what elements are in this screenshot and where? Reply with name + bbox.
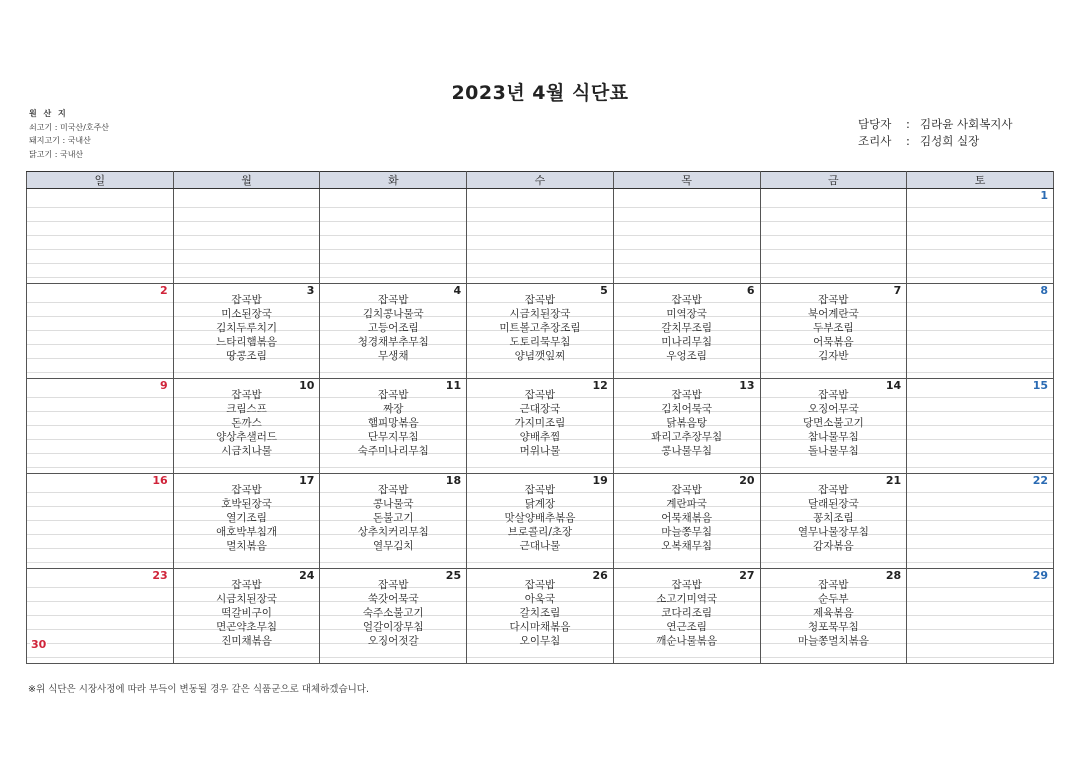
day-cell <box>907 284 1054 379</box>
menu-item: 잡곡밥 <box>378 484 409 496</box>
menu-item: 땅콩조림 <box>226 349 267 362</box>
menu-item: 갈치조림 <box>519 606 561 619</box>
origin-info <box>29 107 109 161</box>
menu-item: 콩나물국 <box>372 497 414 510</box>
menu-item: 진미채볶음 <box>221 634 272 647</box>
menu-item: 돈까스 <box>231 416 262 429</box>
weekday-header-row <box>27 172 1054 189</box>
menu-item: 양념깻잎찌 <box>514 349 566 362</box>
day-cell <box>613 569 760 664</box>
day-cell <box>907 189 1054 284</box>
week-row <box>27 379 1054 474</box>
menu-item: 잡곡밥 <box>231 484 262 496</box>
date-number: 25 <box>445 569 462 582</box>
menu-item: 꽁치조림 <box>813 511 854 524</box>
day-cell <box>173 569 320 664</box>
date-number: 27 <box>739 569 755 582</box>
day-cell <box>760 189 907 284</box>
menu-item: 열기조림 <box>226 511 267 524</box>
menu-item: 오이무침 <box>519 634 561 647</box>
menu-item: 숙주소불고기 <box>362 606 424 619</box>
weekday-header: 수 <box>467 172 614 189</box>
menu-list <box>174 294 320 364</box>
menu-item: 청경채부추무침 <box>357 335 429 348</box>
menu-list <box>320 484 466 554</box>
menu-item: 단무지무침 <box>367 430 419 443</box>
menu-item: 양배추찜 <box>519 430 561 443</box>
menu-item: 떡갈비구이 <box>221 606 272 619</box>
menu-item: 돌나물무침 <box>808 444 859 457</box>
menu-list <box>614 294 760 364</box>
date-number: 1 <box>1040 189 1048 202</box>
menu-item: 느타리햄볶음 <box>216 335 277 348</box>
menu-item: 잡곡밥 <box>818 389 849 401</box>
menu-item: 어묵채볶음 <box>661 511 713 524</box>
menu-item: 김치두루치기 <box>216 321 277 334</box>
date-number: 3 <box>306 284 315 297</box>
menu-item: 쑥갓어묵국 <box>367 592 419 605</box>
menu-item: 잡곡밥 <box>231 294 262 306</box>
menu-item: 다시마채볶음 <box>509 620 571 633</box>
date-number: 16 <box>152 474 168 487</box>
menu-item: 오징어무국 <box>808 402 859 415</box>
menu-item: 가지미조림 <box>514 416 566 429</box>
menu-item: 무생채 <box>378 349 409 362</box>
date-number: 13 <box>739 379 755 392</box>
menu-list <box>761 389 907 459</box>
menu-list <box>174 579 320 649</box>
menu-item: 잡곡밥 <box>671 484 702 496</box>
staff-row-cook <box>858 133 1013 150</box>
menu-item: 콩나물무침 <box>661 444 713 457</box>
menu-item: 코다리조림 <box>661 606 713 619</box>
date-number: 2 <box>160 284 168 297</box>
menu-item: 김자반 <box>818 349 849 362</box>
date-number: 4 <box>453 284 462 297</box>
date-number: 11 <box>445 379 462 392</box>
date-number: 7 <box>893 284 902 297</box>
menu-list <box>467 389 613 459</box>
menu-item: 미역장국 <box>666 307 707 320</box>
date-number: 6 <box>746 284 755 297</box>
meal-calendar <box>26 171 1054 664</box>
menu-item: 감자볶음 <box>813 539 854 552</box>
menu-item: 잡곡밥 <box>671 579 702 591</box>
menu-item: 시금치된장국 <box>216 592 277 605</box>
menu-item: 잡곡밥 <box>524 389 556 401</box>
menu-item: 호박된장국 <box>221 497 272 510</box>
menu-item: 머위나물 <box>519 444 561 457</box>
menu-list <box>174 389 320 459</box>
menu-item: 두부조림 <box>813 321 854 334</box>
weekday-header: 월 <box>173 172 320 189</box>
date-number-extra: 30 <box>31 638 47 651</box>
date-number: 8 <box>1040 284 1048 297</box>
staff-separator: : <box>906 134 910 148</box>
date-number: 24 <box>299 569 315 582</box>
date-number: 12 <box>592 379 608 392</box>
date-number: 29 <box>1032 569 1048 582</box>
menu-item: 마늘쫑멸치볶음 <box>797 634 869 647</box>
date-number: 14 <box>885 379 902 392</box>
menu-item: 시금치나물 <box>221 444 272 457</box>
menu-item: 갈치무조림 <box>661 321 713 334</box>
menu-item: 잡곡밥 <box>524 294 556 306</box>
menu-list <box>761 484 907 554</box>
menu-item: 잡곡밥 <box>524 579 556 591</box>
week-row <box>27 284 1054 379</box>
day-cell <box>27 569 174 664</box>
day-cell <box>907 474 1054 569</box>
day-cell <box>27 379 174 474</box>
date-number: 19 <box>592 474 608 487</box>
date-number: 23 <box>152 569 168 582</box>
menu-item: 잡곡밥 <box>524 484 556 496</box>
day-cell <box>467 569 614 664</box>
day-cell <box>760 379 907 474</box>
menu-list <box>467 484 613 554</box>
day-cell <box>613 474 760 569</box>
day-cell <box>467 284 614 379</box>
menu-item: 근대나물 <box>519 539 561 552</box>
day-cell <box>173 474 320 569</box>
menu-list <box>320 389 466 459</box>
staff-info <box>858 116 1013 150</box>
menu-item: 잡곡밥 <box>671 389 702 401</box>
menu-item: 참나물무침 <box>808 430 859 443</box>
date-number: 10 <box>299 379 315 392</box>
menu-item: 잡곡밥 <box>671 294 702 306</box>
menu-list <box>761 294 907 364</box>
date-number: 18 <box>445 474 462 487</box>
menu-item: 상추치커리무침 <box>357 525 429 538</box>
menu-item: 양상추샐러드 <box>216 430 277 443</box>
menu-item: 꽈리고추장무침 <box>651 430 723 443</box>
menu-item: 돈불고기 <box>372 511 414 524</box>
menu-item: 연근조림 <box>666 620 707 633</box>
staff-name: 김성희 실장 <box>920 134 980 148</box>
weekday-header: 토 <box>907 172 1054 189</box>
menu-item: 잡곡밥 <box>818 484 849 496</box>
day-cell <box>760 474 907 569</box>
origin-item: 닭고기 : 국내산 <box>29 149 84 159</box>
day-cell <box>27 474 174 569</box>
day-cell <box>613 189 760 284</box>
menu-item: 마늘쫑무침 <box>661 525 713 538</box>
day-cell <box>613 379 760 474</box>
menu-list <box>467 579 613 649</box>
menu-item: 소고기미역국 <box>656 592 718 605</box>
menu-item: 순두부 <box>818 592 849 605</box>
menu-item: 시금치된장국 <box>509 307 571 320</box>
day-cell <box>173 379 320 474</box>
origin-heading: 원 산 지 <box>29 109 68 118</box>
menu-item: 고등어조림 <box>367 321 419 334</box>
menu-item: 김치콩나물국 <box>362 307 424 320</box>
day-cell <box>320 569 467 664</box>
date-number: 28 <box>885 569 902 582</box>
day-cell <box>173 284 320 379</box>
date-number: 5 <box>600 284 608 297</box>
menu-item: 청포묵무침 <box>808 620 859 633</box>
menu-list <box>467 294 613 364</box>
page-title: 2023년 4월 식단표 <box>451 82 629 104</box>
day-cell <box>907 569 1054 664</box>
day-cell <box>760 284 907 379</box>
menu-item: 닭계장 <box>524 497 556 510</box>
day-cell <box>173 189 320 284</box>
footnote: ※위 식단은 시장사정에 따라 부득이 변동될 경우 같은 식품군으로 대체하겠습니다. <box>28 684 369 695</box>
menu-item: 닭볶음탕 <box>666 416 707 429</box>
day-cell <box>907 379 1054 474</box>
menu-item: 면곤약초무침 <box>216 620 277 633</box>
date-number: 20 <box>739 474 755 487</box>
menu-item: 잡곡밥 <box>231 579 262 591</box>
date-number: 17 <box>299 474 315 487</box>
staff-name: 김라윤 사회복지사 <box>920 117 1013 131</box>
menu-item: 우엉조림 <box>666 349 707 362</box>
menu-item: 잡곡밥 <box>378 294 409 306</box>
week-row <box>27 569 1054 664</box>
staff-row-manager <box>858 116 1013 133</box>
menu-item: 북어계란국 <box>808 307 859 320</box>
menu-item: 브로콜리/초장 <box>507 525 573 538</box>
menu-item: 햄피망볶음 <box>367 416 419 429</box>
menu-item: 미나리무침 <box>661 335 713 348</box>
staff-role: 담당자 <box>858 117 892 131</box>
menu-item: 잡곡밥 <box>378 389 409 401</box>
weekday-header: 금 <box>760 172 907 189</box>
menu-item: 맛살양배추볶음 <box>504 511 576 524</box>
menu-item: 애호박부침개 <box>216 525 277 538</box>
menu-list <box>320 579 466 649</box>
menu-item: 계란파국 <box>666 497 707 510</box>
week-row <box>27 189 1054 284</box>
menu-item: 열무김치 <box>372 539 414 552</box>
menu-item: 근대장국 <box>519 402 561 415</box>
menu-item: 멸치볶음 <box>226 539 267 552</box>
week-row <box>27 474 1054 569</box>
day-cell <box>613 284 760 379</box>
menu-item: 미소된장국 <box>221 307 272 320</box>
date-number: 21 <box>885 474 902 487</box>
menu-item: 오징어젓갈 <box>367 634 419 647</box>
menu-item: 크림스프 <box>226 402 267 415</box>
menu-list <box>614 389 760 459</box>
menu-list <box>174 484 320 554</box>
menu-item: 미트볼고추장조림 <box>499 321 581 334</box>
menu-item: 잡곡밥 <box>231 389 262 401</box>
day-cell <box>27 284 174 379</box>
menu-item: 얼갈이장무침 <box>362 620 424 633</box>
menu-item: 달래된장국 <box>808 497 859 510</box>
menu-item: 어묵볶음 <box>813 335 854 348</box>
origin-item: 돼지고기 : 국내산 <box>29 136 91 145</box>
weekday-header: 목 <box>613 172 760 189</box>
menu-list <box>761 579 907 649</box>
menu-item: 열무나물장무침 <box>797 525 869 538</box>
menu-item: 당면소불고기 <box>802 416 864 429</box>
day-cell <box>760 569 907 664</box>
day-cell <box>27 189 174 284</box>
day-cell <box>320 189 467 284</box>
staff-role: 조리사 <box>858 134 892 148</box>
menu-item: 깨순나물볶음 <box>656 634 718 647</box>
menu-item: 잡곡밥 <box>378 579 409 591</box>
menu-list <box>320 294 466 364</box>
menu-item: 아욱국 <box>524 592 556 605</box>
menu-item: 잡곡밥 <box>818 579 849 591</box>
day-cell <box>320 474 467 569</box>
origin-item: 쇠고기 : 미국산/호주산 <box>29 122 110 132</box>
day-cell <box>467 189 614 284</box>
menu-list <box>614 484 760 554</box>
menu-item: 제육볶음 <box>813 606 854 619</box>
day-cell <box>320 284 467 379</box>
date-number: 9 <box>160 379 168 392</box>
menu-item: 김치어묵국 <box>661 402 713 415</box>
menu-item: 오복채무침 <box>661 539 713 552</box>
menu-item: 잡곡밥 <box>818 294 849 306</box>
staff-separator: : <box>906 117 910 131</box>
day-cell <box>320 379 467 474</box>
date-number: 15 <box>1032 379 1048 392</box>
weekday-header: 일 <box>27 172 174 189</box>
menu-item: 도토리묵무침 <box>509 335 571 348</box>
menu-list <box>614 579 760 649</box>
menu-item: 숙주미나리무침 <box>357 444 429 457</box>
day-cell <box>467 474 614 569</box>
menu-item: 짜장 <box>383 402 404 415</box>
date-number: 26 <box>592 569 608 582</box>
date-number: 22 <box>1032 474 1048 487</box>
day-cell <box>467 379 614 474</box>
weekday-header: 화 <box>320 172 467 189</box>
